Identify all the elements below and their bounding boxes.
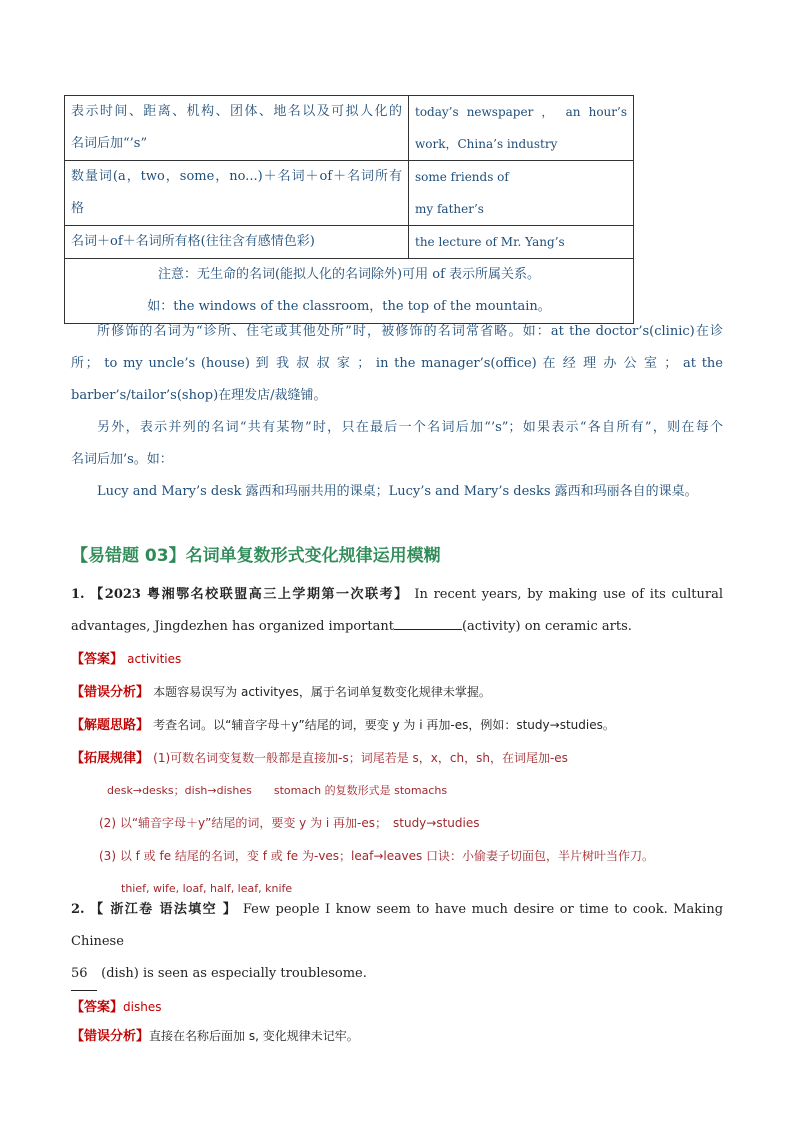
error-tag: 【错误分析】 xyxy=(71,1029,150,1044)
answer-text: dishes xyxy=(123,1000,162,1014)
question-number: 1. xyxy=(71,587,85,602)
rule-tag: 【拓展规律】 xyxy=(71,751,150,766)
note-text: 如：the windows of the classroom，the top of the mountain。 xyxy=(147,299,551,314)
table-note-cell xyxy=(65,259,634,324)
cell-text: my father’s xyxy=(415,202,484,216)
cell-text: 表示时间、距离、机构、团体、地名以及可拟人化的 xyxy=(71,104,402,119)
paragraph-omitted-noun xyxy=(71,316,723,412)
question-text: advantages, Jingdezhen has organized important xyxy=(71,619,394,634)
question-1 xyxy=(71,579,723,905)
question-text: Few people I know seem to have much desire or time to cook. Making Chinese xyxy=(71,902,724,949)
table-cell xyxy=(65,96,409,161)
thought-text: 考查名词。以“辅音字母＋y”结尾的词，要变 y 为 i 再加-es，例如：study→studies。 xyxy=(153,718,615,732)
question-text: (activity) on ceramic arts. xyxy=(461,619,632,634)
answer-text: activities xyxy=(127,652,182,666)
paragraph-line: 名词后加’s。如： xyxy=(71,452,173,467)
table-cell xyxy=(409,226,634,259)
table-row xyxy=(65,259,634,324)
rule-text: (1)可数名词变复数一般都是直接加-s；词尾若是 s，x，ch，sh，在词尾加-es xyxy=(153,751,568,765)
error-text: 直接在名称后面加 s, 变化规律未记牢。 xyxy=(149,1029,359,1043)
cell-text: work，China’s industry xyxy=(415,137,558,151)
question-text: (dish) is seen as especially troublesome. xyxy=(101,966,367,981)
table-cell xyxy=(409,161,634,226)
paragraph-line: barber’s/tailor’s(shop)在理发店/裁缝铺。 xyxy=(71,388,327,403)
cell-text: 名词后加“’s” xyxy=(71,136,148,151)
rule-text: (3) 以 f 或 fe 结尾的名词，变 f 或 fe 为-ves；leaf→leaves 口诀：小偷妻子切面包，半片树叶当作刀。 xyxy=(99,849,655,863)
table-cell xyxy=(409,96,634,161)
answer-tag: 【答案】 xyxy=(71,652,124,667)
question-source: 【2023 粤湘鄂名校联盟高三上学期第一次联考】 xyxy=(90,587,409,602)
question-number: 2. xyxy=(71,902,85,917)
cell-text: 名词＋of＋名词所有格(往往含有感情色彩) xyxy=(71,234,315,249)
question-source: 【 浙江卷 语法填空 】 xyxy=(90,902,238,917)
rule-words: thief, wife, loaf, half, leaf, knife xyxy=(121,882,293,895)
paragraph-line: 所； to my uncle’s (house) 到 我 叔 叔 家 ； in the manager’s(office) 在 经 理 办 公 室 ； at the xyxy=(71,356,723,371)
cell-text: some friends of xyxy=(415,170,509,184)
cell-text: 数量词(a，two，some，no...)＋名词＋of＋名词所有 xyxy=(71,169,402,184)
table-cell xyxy=(65,161,409,226)
answer-blank xyxy=(394,615,462,630)
note-text: 注意：无生命的名词(能拟人化的名词除外)可用 of 表示所属关系。 xyxy=(157,267,541,282)
error-tag: 【错误分析】 xyxy=(71,685,150,700)
table-row xyxy=(65,96,634,161)
paragraph-line: 另外，表示并列的名词“共有某物”时，只在最后一个名词后加“’s”；如果表示“各自所有”，则在每个 xyxy=(97,420,723,435)
table-row xyxy=(65,226,634,259)
question-2 xyxy=(71,894,723,1053)
paragraph-joint-possession xyxy=(71,412,723,508)
rule-text: (2) 以“辅音字母＋y”结尾的词，要变 y 为 i 再加-es； study→studies xyxy=(99,816,480,830)
section-heading: 【易错题 03】名词单复数形式变化规律运用模糊 xyxy=(71,546,441,566)
possessive-rules-table xyxy=(64,95,634,324)
paragraph-line: Lucy and Mary’s desk 露西和玛丽共用的课桌；Lucy’s and Mary’s desks 露西和玛丽各自的课桌。 xyxy=(97,484,698,499)
thought-tag: 【解题思路】 xyxy=(71,718,150,733)
answer-tag: 【答案】 xyxy=(71,1000,124,1015)
answer-blank-number: 56 xyxy=(71,958,97,991)
table-cell xyxy=(65,226,409,259)
paragraph-line: 所修饰的名词为“诊所、住宅或其他处所”时，被修饰的名词常省略。如：at the doctor’s(clinic)在诊 xyxy=(97,324,723,339)
rule-examples: desk→desks；dish→dishes stomach 的复数形式是 stomachs xyxy=(107,784,448,797)
error-text: 本题容易误写为 activityes，属于名词单复数变化规律未掌握。 xyxy=(153,685,491,699)
table-row xyxy=(65,161,634,226)
question-text: In recent years, by making use of its cultural xyxy=(414,587,723,602)
cell-text: today’s newspaper ， an hour’s xyxy=(415,105,627,119)
cell-text: 格 xyxy=(71,201,85,216)
cell-text: the lecture of Mr. Yang’s xyxy=(415,235,565,249)
